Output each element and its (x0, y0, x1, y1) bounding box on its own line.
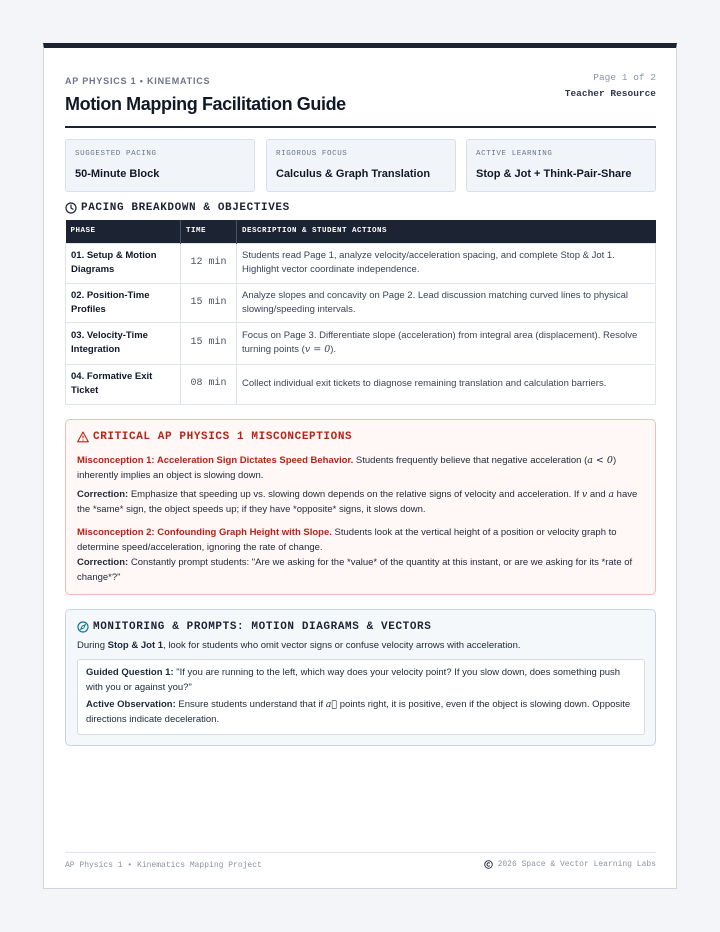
pacing-card (65, 139, 255, 192)
description-text: Focus on Page 3. Differentiate slope (acceleration) from integral area (displacement). Resolve turning points ( (242, 330, 638, 355)
question-text: "If you are running to the left, which way does your velocity point? If you slow down, does something push with you or against you?" (86, 667, 621, 693)
table-header-row (66, 220, 656, 243)
summary-cards (65, 139, 656, 192)
observation-label: Active Observation: (86, 699, 176, 710)
monitoring-heading-text: MONITORING & PROMPTS: MOTION DIAGRAMS & VECTORS (93, 621, 432, 633)
observation-text: points right, it is positive, even if the object is slowing down. Opposite directions indicate deceleration. (86, 699, 631, 725)
math-expression: v = 0 (304, 344, 331, 355)
monitoring-panel (65, 609, 656, 746)
phase-cell: 03. Velocity-Time Integration (66, 322, 181, 364)
pacing-table (65, 220, 656, 405)
correction-label: Correction: (77, 557, 129, 568)
math-expression: a < 0 (587, 455, 613, 466)
correction-label: Correction: (77, 489, 129, 500)
table-row (66, 364, 656, 404)
column-header: TIME (181, 220, 237, 243)
correction-1 (77, 487, 642, 517)
copyright-text: 2026 Space & Vector Learning Labs (497, 860, 656, 869)
monitoring-lead (77, 640, 521, 651)
course-kicker: AP PHYSICS 1 • KINEMATICS (65, 76, 211, 86)
page-footer (65, 852, 656, 882)
card-value: Calculus & Graph Translation (276, 168, 431, 180)
correction-text: Constantly prompt students: "Are we asking for the *value* of the quantity at this instant, or are we asking for its *rate of change*?" (77, 557, 633, 583)
table-row (66, 283, 656, 322)
misconception-2 (77, 525, 642, 555)
misconception-text: Students look at the vertical height of a position or velocity graph to determine speed/acceleration, ignoring the rate of change. (77, 527, 617, 553)
document-page (43, 43, 677, 889)
column-header: PHASE (66, 220, 181, 243)
misconceptions-panel (65, 419, 656, 595)
guided-question (86, 665, 638, 695)
description-text: ). (330, 344, 337, 355)
correction-text: have the *same* sign, the object speeds up; if they have *opposite* signs, it slows down. (77, 489, 638, 515)
description-cell: Analyze slopes and concavity on Page 2. Lead discussion matching curved lines to physical slowing/speeding intervals. (237, 283, 656, 322)
question-label: Guided Question 1: (86, 667, 174, 678)
page-number: Page 1 of 2 (593, 72, 656, 83)
math-expression: a⃗ (325, 699, 338, 710)
clock-icon (65, 202, 77, 214)
misconception-text: Students frequently believe that negative acceleration ( (353, 455, 588, 466)
monitoring-heading (77, 621, 431, 633)
active-observation (86, 697, 638, 727)
footer-project: AP Physics 1 • Kinematics Mapping Project (65, 861, 262, 870)
card-label: RIGOROUS FOCUS (276, 150, 348, 158)
correction-text: and (587, 489, 609, 500)
card-label: SUGGESTED PACING (75, 150, 157, 158)
card-value: Stop & Jot + Think-Pair-Share (476, 168, 632, 180)
phase-cell: 04. Formative Exit Ticket (66, 364, 181, 404)
misconceptions-heading (77, 431, 352, 443)
footer-copyright (484, 860, 656, 869)
misconception-text: ) inherently implies an object is slowing down. (77, 455, 617, 481)
copyright-icon (484, 860, 493, 869)
misconceptions-heading-text: CRITICAL AP PHYSICS 1 MISCONCEPTIONS (93, 431, 353, 443)
warning-icon (77, 431, 89, 443)
pacing-heading-text: PACING BREAKDOWN & OBJECTIVES (81, 202, 290, 214)
description-cell (237, 322, 656, 364)
observation-text: Ensure students understand that if (175, 699, 326, 710)
pacing-heading (65, 202, 290, 214)
page-title: Motion Mapping Facilitation Guide (65, 94, 346, 114)
card-value: 50-Minute Block (75, 168, 160, 180)
math-expression: v (581, 489, 588, 500)
focus-card (266, 139, 456, 192)
lead-text: During (77, 640, 108, 651)
column-header: DESCRIPTION & STUDENT ACTIONS (237, 220, 656, 243)
document-header (65, 48, 656, 128)
table-row (66, 322, 656, 364)
compass-icon (77, 621, 89, 633)
lead-emphasis: Stop & Jot 1 (107, 640, 164, 651)
correction-2 (77, 555, 642, 585)
resource-label: Teacher Resource (564, 88, 656, 99)
time-cell: 15 min (181, 322, 237, 364)
misconception-1 (77, 453, 642, 483)
misconception-title: Misconception 2: Confounding Graph Height with Slope. (77, 527, 332, 538)
correction-text: Emphasize that speeding up vs. slowing down depends on the relative signs of velocity and acceleration. If (128, 489, 582, 500)
card-label: ACTIVE LEARNING (476, 150, 553, 158)
time-cell: 08 min (181, 364, 237, 404)
time-cell: 12 min (181, 243, 237, 283)
page-content (65, 48, 656, 870)
description-cell: Students read Page 1, analyze velocity/acceleration spacing, and complete Stop & Jot 1. Highlight vector coordinate independence. (237, 243, 656, 283)
description-cell: Collect individual exit tickets to diagnose remaining translation and calculation barriers. (237, 364, 656, 404)
misconception-title: Misconception 1: Acceleration Sign Dictates Speed Behavior. (77, 455, 354, 466)
table-row (66, 243, 656, 283)
phase-cell: 02. Position-Time Profiles (66, 283, 181, 322)
prompts-box (77, 659, 645, 735)
math-expression: a (608, 489, 615, 500)
phase-cell: 01. Setup & Motion Diagrams (66, 243, 181, 283)
lead-text: , look for students who omit vector signs or confuse velocity arrows with acceleration. (163, 640, 521, 651)
time-cell: 15 min (181, 283, 237, 322)
learning-card (466, 139, 656, 192)
